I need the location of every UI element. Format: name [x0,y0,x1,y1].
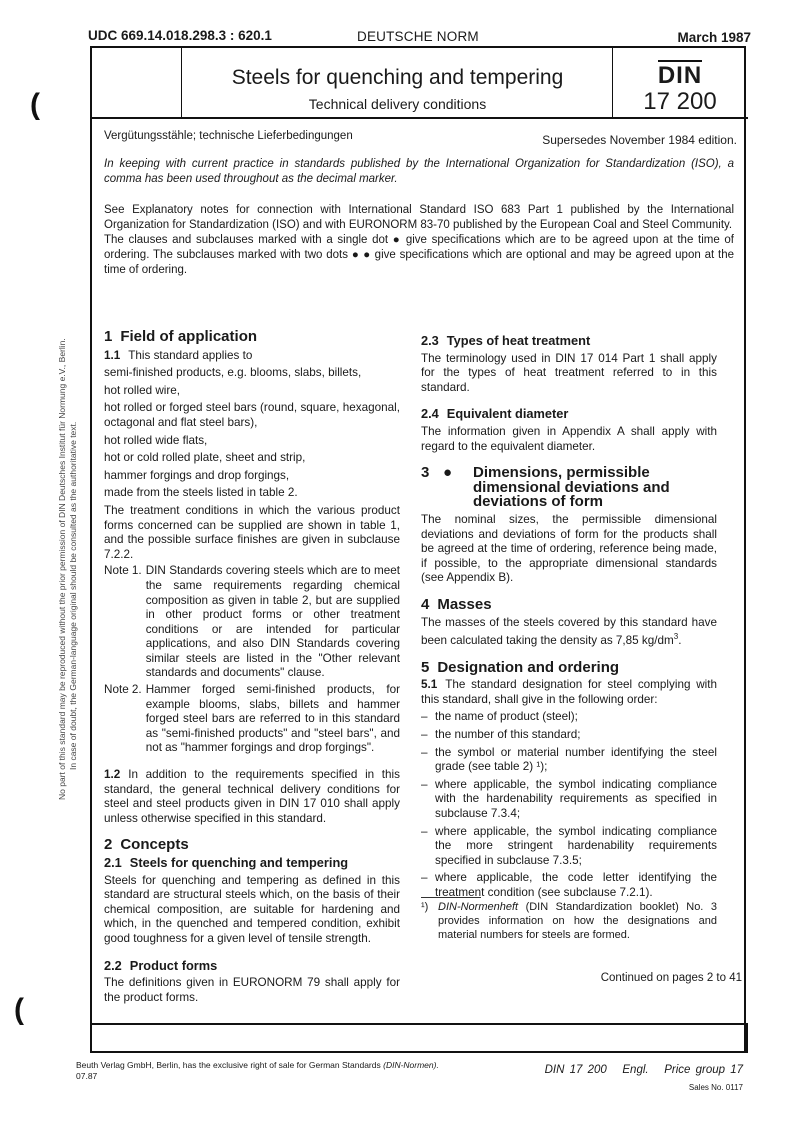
bottom-border [90,1051,748,1053]
deutsche-norm-label: DEUTSCHE NORM [357,29,479,44]
date-code: 07.87 [76,1071,98,1081]
document-title: Steels for quenching and tempering [231,66,564,89]
clause-2-2-heading: 2.2 Product forms [104,957,218,973]
product-item: hot rolled wide flats, [104,433,208,447]
clause-2-3-heading: 2.3 Types of heat treatment [421,333,591,348]
explanatory-note: See Explanatory notes for connection with International Standard ISO 683 Part 1 published by the International Organization for Standardization (ISO) and with EURONORM 83-70 published by the European Coal and Steel Community. [104,204,734,231]
section-3-text: The nominal sizes, the permissible dimensional deviations and deviations of form for the products shall be agreed at the time of ordering, reference being made, if possible, to the appropriate dimensional standards (see Appendix B). [421,512,717,585]
clause-1-2: 1.2 In addition to the requirements specified in this standard, the general technical delivery conditions for steel and steel products given in DIN 17 010 shall apply unless otherwise specified in this standard. [104,768,400,825]
section-2-heading: 2 Concepts [104,836,189,854]
product-item: hot rolled or forged steel bars (round, square, hexagonal, octagonal and flat steel bars), [104,401,400,429]
product-item: hammer forgings and drop forgings, [104,468,290,482]
clause-2-1-heading: 2.1 Steels for quenching and tempering [104,855,349,870]
clause-5-1: 5.1 The standard designation for steel complying with this standard, shall give in the following order: [421,678,717,706]
price-group: Price group 17 [664,1064,743,1076]
header-divider [90,117,748,119]
clause-1-1: 1.1 This standard applies to [104,348,253,362]
product-item: semi-finished products, e.g. blooms, slabs, billets, [104,366,362,380]
footer-reference [545,1064,743,1076]
bottom-box [90,1023,748,1053]
dot-marking-note: The clauses and subclauses marked with a single dot ● give specifications which are to be agreed upon at the time of ordering. The subclauses marked with two dots ● ● give specifications which are optional and may be agreed upon at the time of ordering. [104,234,734,276]
section-4-heading: 4 Masses [421,595,492,613]
note-1: Note 1. DIN Standards covering steels which are to meet the same requirements regarding chemical composition as given in table 2, but are supplied in other product forms or other treatment conditions or are intended for particular applications, and also DIN Standards covering similar steels are listed in the "Other relevant standards and documents" clause. [104,564,400,680]
clause-2-3-text: The terminology used in DIN 17 014 Part 1 shall apply for the types of heat treatment referred to in this standard. [421,351,717,394]
continued-note: Continued on pages 2 to 41 [600,972,742,984]
note-2: Note 2. Hammer forged semi-finished products, for example blooms, slabs, billets and hammer forged steel bars are referred to in this standard as "semi-finished products" and "steel bars", and not as "hammer forgings and drop forgings". [104,683,400,755]
din-word: DIN [657,62,703,89]
designation-item: – where applicable, the symbol indicating compliance the more stringent hardenability requirements specified in subclause 7.3.5; [421,824,717,867]
footnote: ¹) DIN-Normenheft (DIN Standardization booklet) No. 3 provides information on how the designations and material numbers for steels are formed. [421,901,717,941]
left-column [104,330,400,1005]
designation-item: – where applicable, the symbol indicating compliance with the hardenability requirements as specified in subclause 7.3.4; [421,777,717,820]
punch-hole-mark: ( [14,993,24,1026]
decimal-marker-note: In keeping with current practice in standards published by the International Organization for Standardization (ISO), a comma has been used throughout as the decimal marker. [104,158,734,185]
treatment-conditions-text: The treatment conditions in which the various product forms concerned can be supplied are shown in table 1, and the possible surface finishes are given in subclause 7.2.2. [104,503,400,561]
section-3-heading: 3 ● Dimensions, permissible dimensional deviations and deviations of form [421,464,670,511]
doc-ref: DIN 17 200 [544,1064,607,1076]
clause-2-4-heading: 2.4 Equivalent diameter [421,406,569,422]
supersedes-note: Supersedes November 1984 edition. [542,133,737,147]
designation-item: – the name of product (steel); [421,710,578,724]
footnote-marker: ¹) [421,901,429,913]
footnote-rule [421,897,481,898]
document-subtitle: Technical delivery conditions [308,96,487,112]
sales-number: Sales No. 0117 [688,1083,743,1092]
publisher-note: Beuth Verlag GmbH, Berlin, has the exclusive right of sale for German Standards (DIN-Normen). [76,1060,439,1070]
clause-2-2-text: The definitions given in EURONORM 79 shall apply for the product forms. [104,976,400,1004]
section-1-heading: 1 Field of application [104,328,258,345]
publication-date: March 1987 [677,30,751,45]
product-item: hot rolled wire, [104,383,181,397]
product-item: made from the steels listed in table 2. [104,486,298,500]
designation-item: – the symbol or material number identifying the steel grade (see table 2) ¹); [421,745,717,774]
clause-2-1-text: Steels for quenching and tempering as defined in this standard are structural steels which, on the basis of their chemical composition, are suitable for hardening and which, in the quenched and tempered condition, exhibit good toughness for a given level of tensile strength. [104,873,400,945]
designation-item: – where applicable, the code letter identifying the treatment condition (see subclause 7.2.1). [421,871,717,899]
language: Engl. [622,1064,649,1076]
copyright-line-2: In case of doubt, the German-language original should be consulted as the authoritative text. [68,421,78,770]
header-column-divider [612,47,613,118]
clause-2-4-text: The information given in Appendix A shall apply with regard to the equivalent diameter. [421,424,717,453]
single-dot-marker: ● [443,464,453,482]
din-logo [614,62,746,90]
german-title: Vergütungsstähle; technische Lieferbedingungen [104,130,353,142]
udc-code: UDC 669.14.018.298.3 : 620.1 [88,28,272,43]
product-item: hot or cold rolled plate, sheet and strip, [104,451,306,465]
copyright-line-1: No part of this standard may be reproduced without the prior permission of DIN Deutsches Institut für Normung e.V., Berlin. [57,338,67,800]
punch-hole-mark: ( [30,88,40,121]
right-column [421,334,717,900]
designation-item: – the number of this standard; [421,727,581,741]
section-5-heading: 5 Designation and ordering [421,658,620,676]
vertical-copyright [57,300,77,800]
section-4-text: The masses of the steels covered by this standard have been calculated taking the density as 7,85 $kg/dm^3$. [421,615,717,647]
header-column-divider [181,47,182,118]
din-number: 17 200 [643,88,717,115]
